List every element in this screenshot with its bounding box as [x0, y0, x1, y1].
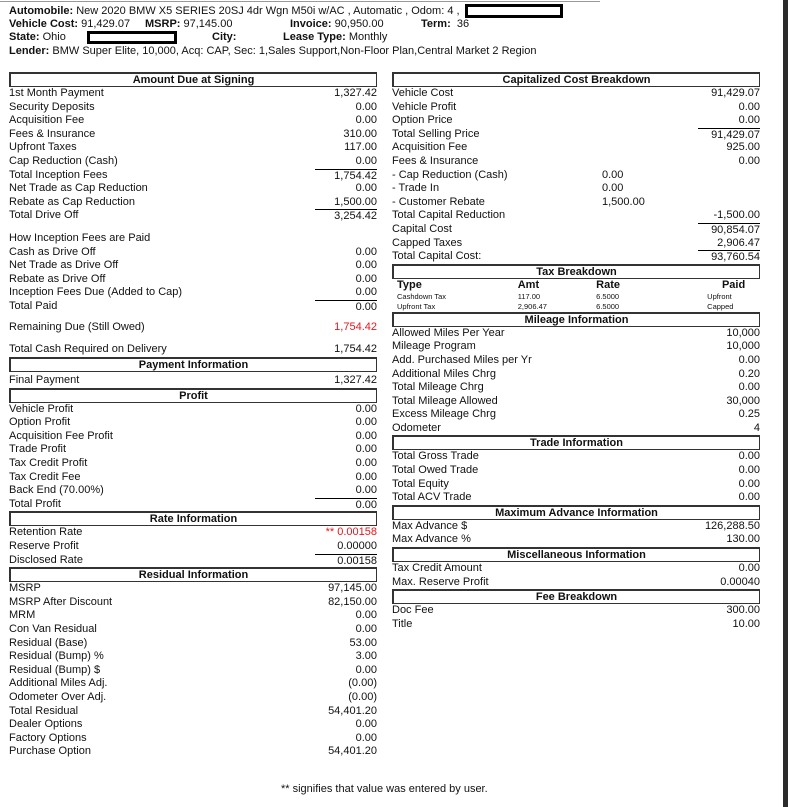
row-label: Acquisition Fee	[392, 141, 468, 154]
profit-header: Profit	[9, 388, 377, 403]
data-row	[392, 250, 760, 264]
row-value: 1,327.42	[334, 87, 377, 99]
data-row	[392, 562, 760, 576]
row-label: Total Equity	[392, 477, 449, 490]
row-label: Disclosed Rate	[9, 553, 83, 566]
row-value: 0.00	[355, 272, 377, 285]
row-value: 1,327.42	[334, 373, 377, 386]
tax-col-paid: Paid	[721, 278, 746, 291]
data-row	[392, 141, 760, 155]
invoice-label: Invoice:	[290, 17, 332, 30]
term-value: 36	[456, 17, 470, 30]
data-row	[392, 618, 760, 632]
data-row	[392, 422, 760, 436]
data-row	[392, 169, 760, 183]
row-value: 0.00	[355, 114, 377, 127]
row-value: 0.00	[355, 443, 377, 456]
vehicle-cost-value: 91,429.07	[81, 17, 131, 30]
row-label: Total Selling Price	[392, 127, 480, 140]
row-label: Odometer Over Adj.	[9, 690, 107, 703]
row-label: 1st Month Payment	[9, 87, 104, 99]
lender-label: Lender:	[9, 44, 50, 57]
row-value: 0.00	[738, 477, 760, 490]
data-row	[392, 368, 760, 382]
row-value: 0.00	[355, 154, 377, 167]
row-value: 0.00158	[315, 554, 377, 567]
data-row	[392, 223, 760, 237]
row-label: Title	[392, 617, 413, 630]
row-label: Factory Options	[9, 731, 87, 744]
inception-paid-title-row	[9, 232, 377, 246]
data-row	[9, 246, 377, 260]
data-row	[9, 416, 377, 430]
data-row	[9, 484, 377, 498]
row-value: 0.00	[315, 498, 377, 511]
data-row	[9, 403, 377, 417]
row-value: 0.00	[738, 450, 760, 463]
row-value: 91,429.07	[711, 87, 760, 99]
row-value: 0.20	[738, 367, 760, 380]
msrp-label: MSRP:	[145, 17, 181, 30]
vehicle-cost-label: Vehicle Cost:	[9, 17, 79, 30]
row-label: Total ACV Trade	[392, 491, 472, 504]
row-label: Rebate as Drive Off	[9, 272, 106, 285]
row-value: 90,854.07	[698, 223, 760, 236]
row-label: MSRP After Discount	[9, 595, 113, 608]
row-label: Max Advance $	[392, 519, 468, 532]
row-label: Residual (Base)	[9, 636, 88, 649]
row-label: Total Capital Cost:	[392, 250, 482, 263]
max-advance-section	[392, 520, 760, 547]
row-value: 0.00	[315, 300, 377, 313]
row-label: Upfront Taxes	[9, 141, 77, 154]
invoice-value: 90,950.00	[334, 17, 384, 30]
row-label: Retention Rate	[9, 526, 83, 539]
tax-row	[392, 302, 760, 312]
data-row	[9, 141, 377, 155]
row-value: 0.00	[738, 491, 760, 504]
row-value: 82,150.00	[328, 595, 377, 608]
data-row	[9, 596, 377, 610]
row-value: 0.00	[355, 100, 377, 113]
tax-cell: Upfront	[707, 291, 732, 301]
row-value: 126,288.50	[704, 519, 760, 532]
automobile-value: New 2020 BMW X5 SERIES 20SJ 4dr Wgn M50i w/AC , Automatic , Odom: 4 ,	[76, 4, 460, 17]
row-value: 10,000	[726, 326, 760, 339]
data-row	[9, 691, 377, 705]
remaining-due-value: 1,754.42	[334, 320, 377, 333]
data-row	[392, 533, 760, 547]
row-label: Acquisition Fee Profit	[9, 429, 113, 442]
misc-header: Miscellaneous Information	[392, 547, 760, 562]
row-label: Vehicle Profit	[9, 402, 74, 415]
row-label: Total Drive Off	[9, 209, 79, 222]
data-row	[392, 114, 760, 128]
row-label: Additional Miles Adj.	[9, 677, 108, 690]
row-value: 53.00	[349, 636, 377, 649]
data-row	[392, 381, 760, 395]
cost-line	[9, 18, 699, 32]
data-row	[392, 155, 760, 169]
tax-col-rate: Rate	[596, 278, 620, 291]
data-row	[9, 732, 377, 746]
row-label: Total Owed Trade	[392, 464, 479, 477]
lender-value: BMW Super Elite, 10,000, Acq: CAP, Sec: 1,Sales Support,Non-Floor Plan,Central Market 2 Region	[52, 44, 537, 57]
row-label: Trade Profit	[9, 443, 67, 456]
data-row	[9, 582, 377, 596]
data-row	[392, 182, 760, 196]
row-label: Option Profit	[9, 416, 71, 429]
total-cash-row	[9, 343, 377, 357]
data-row	[392, 196, 760, 210]
row-value: 97,145.00	[328, 582, 377, 595]
row-value: 2,906.47	[717, 236, 760, 249]
row-label: Net Trade as Drive Off	[9, 259, 119, 272]
row-label: - Trade In	[392, 182, 440, 195]
row-label: Dealer Options	[9, 718, 83, 731]
data-row	[9, 169, 377, 183]
inception-paid-section	[9, 246, 377, 314]
footer-note: ** signifies that value was entered by user.	[281, 783, 488, 795]
row-label: Purchase Option	[9, 745, 91, 758]
data-row	[9, 623, 377, 637]
rate-info-header: Rate Information	[9, 511, 377, 526]
row-value: 54,401.20	[328, 745, 377, 758]
data-row	[9, 705, 377, 719]
row-value: 10.00	[732, 617, 760, 630]
row-label: - Cap Reduction (Cash)	[392, 168, 508, 181]
total-cash-value: 1,754.42	[334, 343, 377, 356]
max-advance-header: Maximum Advance Information	[392, 505, 760, 520]
tax-cell: Capped	[707, 301, 734, 311]
total-cash-label: Total Cash Required on Delivery	[9, 343, 167, 356]
left-column	[9, 72, 377, 759]
row-value: 300.00	[726, 604, 760, 617]
row-value: 93,760.54	[698, 250, 760, 263]
automobile-line	[9, 4, 699, 18]
row-label: Odometer	[392, 421, 441, 434]
row-label: Total Paid	[9, 299, 58, 312]
row-label: Allowed Miles Per Year	[392, 326, 505, 339]
tax-row	[392, 292, 760, 302]
row-label: Max Advance %	[392, 533, 471, 546]
data-row	[9, 457, 377, 471]
row-label: Back End (70.00%)	[9, 484, 104, 497]
tax-section	[392, 292, 760, 312]
row-label: Rebate as Cap Reduction	[9, 195, 135, 208]
remaining-due-label: Remaining Due (Still Owed)	[9, 320, 145, 333]
row-value: 0.00	[355, 457, 377, 470]
row-label: Security Deposits	[9, 100, 95, 113]
mileage-header: Mileage Information	[392, 312, 760, 327]
row-label: Fees & Insurance	[9, 127, 96, 140]
rate-info-section	[9, 526, 377, 567]
row-label: Cap Reduction (Cash)	[9, 154, 118, 167]
data-row	[392, 128, 760, 142]
data-row	[9, 554, 377, 568]
row-value: 0.00	[355, 718, 377, 731]
trade-header: Trade Information	[392, 435, 760, 450]
row-label: Residual (Bump) $	[9, 663, 101, 676]
row-label: Capped Taxes	[392, 236, 463, 249]
data-row	[392, 450, 760, 464]
data-row	[9, 745, 377, 759]
row-value: ** 0.00158	[325, 526, 377, 539]
row-label: Residual (Bump) %	[9, 650, 104, 663]
msrp-value: 97,145.00	[183, 17, 233, 30]
row-value: 0.00	[738, 464, 760, 477]
row-value: 0.00	[355, 731, 377, 744]
tax-col-amt: Amt	[517, 278, 540, 291]
row-label: Option Price	[392, 114, 453, 127]
row-value: 30,000	[726, 394, 760, 407]
row-value: 0.00	[355, 416, 377, 429]
row-label: Vehicle Cost	[392, 87, 454, 99]
data-row	[392, 354, 760, 368]
data-row	[9, 259, 377, 273]
row-value: 310.00	[343, 127, 377, 140]
row-value: 0.00	[355, 259, 377, 272]
data-row	[9, 114, 377, 128]
row-value: 10,000	[726, 340, 760, 353]
row-label: Cash as Drive Off	[9, 245, 96, 258]
row-value: 130.00	[726, 533, 760, 546]
data-row	[9, 471, 377, 485]
data-row	[9, 677, 377, 691]
scrollbar[interactable]	[783, 0, 788, 807]
data-row	[392, 604, 760, 618]
row-label: Doc Fee	[392, 604, 434, 617]
lender-line	[9, 45, 699, 59]
row-label: Mileage Program	[392, 340, 476, 353]
row-value: 0.00	[355, 182, 377, 195]
row-value: 91,429.07	[698, 128, 760, 141]
row-label: Tax Credit Profit	[9, 457, 88, 470]
data-row	[9, 664, 377, 678]
tax-cell: 117.00	[517, 291, 541, 301]
cap-cost-header: Capitalized Cost Breakdown	[392, 72, 760, 87]
row-label: Total Mileage Allowed	[392, 394, 498, 407]
data-row	[9, 372, 377, 388]
row-value: 0.00	[738, 100, 760, 113]
data-row	[392, 491, 760, 505]
row-value: (0.00)	[348, 677, 377, 690]
right-column	[392, 72, 760, 631]
data-row	[9, 650, 377, 664]
state-value: Ohio	[42, 31, 66, 43]
row-value: 0.00	[738, 114, 760, 127]
row-value: 0.00	[355, 470, 377, 483]
row-value: 3.00	[355, 650, 377, 663]
data-row	[9, 637, 377, 651]
row-label: MRM	[9, 609, 36, 622]
redacted-box	[465, 4, 563, 18]
row-label: Max. Reserve Profit	[392, 575, 489, 588]
row-label: Total Mileage Chrg	[392, 381, 484, 394]
row-value: 0.00	[355, 286, 377, 299]
row-value: 0.00	[738, 154, 760, 167]
tax-cell: 2,906.47	[517, 301, 547, 311]
row-label: Add. Purchased Miles per Yr	[392, 353, 532, 366]
data-row	[392, 576, 760, 590]
misc-section	[392, 562, 760, 589]
row-label: - Customer Rebate	[392, 195, 485, 208]
state-line	[9, 31, 699, 45]
row-label: Acquisition Fee	[9, 114, 85, 127]
row-value: 4	[753, 421, 760, 434]
row-label: Total Capital Reduction	[392, 209, 506, 222]
data-row	[392, 101, 760, 115]
row-value: (0.00)	[348, 690, 377, 703]
data-row	[9, 443, 377, 457]
row-label: Con Van Residual	[9, 623, 97, 635]
row-value: 0.00	[355, 609, 377, 622]
fee-section	[392, 604, 760, 631]
data-row	[392, 340, 760, 354]
data-row	[9, 609, 377, 623]
tax-header: Tax Breakdown	[392, 264, 760, 279]
data-row	[392, 237, 760, 251]
data-row	[392, 87, 760, 101]
fee-header: Fee Breakdown	[392, 589, 760, 604]
row-label: Inception Fees Due (Added to Cap)	[9, 286, 183, 299]
tax-column-headers	[392, 279, 760, 292]
row-value: -1,500.00	[713, 209, 760, 222]
row-value: 54,401.20	[328, 704, 377, 717]
data-row	[9, 430, 377, 444]
row-sub-value: 1,500.00	[602, 195, 645, 208]
row-sub-value: 0.00	[602, 168, 624, 181]
row-label: Reserve Profit	[9, 540, 79, 553]
data-row	[9, 526, 377, 540]
data-row	[9, 209, 377, 223]
term-label: Term:	[421, 17, 451, 30]
trade-section	[392, 450, 760, 504]
payment-info-header: Payment Information	[9, 357, 377, 372]
residual-info-section	[9, 582, 377, 759]
row-label: Vehicle Profit	[392, 100, 457, 113]
residual-info-header: Residual Information	[9, 567, 377, 582]
data-row	[392, 464, 760, 478]
row-value: 0.00	[738, 381, 760, 394]
row-label: Tax Credit Amount	[392, 562, 482, 575]
tax-cell: Upfront Tax	[397, 301, 436, 311]
row-value: 0.00000	[337, 540, 377, 553]
row-value: 0.00	[355, 245, 377, 258]
row-label: Total Gross Trade	[392, 450, 479, 463]
cap-cost-section	[392, 87, 760, 264]
profit-section	[9, 403, 377, 512]
data-row	[9, 273, 377, 287]
row-value: 1,500.00	[334, 195, 377, 208]
row-value: 0.00	[355, 623, 377, 635]
row-label: Total Profit	[9, 497, 61, 510]
row-label: Net Trade as Cap Reduction	[9, 182, 148, 195]
top-rule	[0, 1, 600, 2]
data-row	[392, 408, 760, 422]
row-value: 0.00	[355, 484, 377, 497]
row-label: Tax Credit Fee	[9, 470, 81, 483]
amount-due-header: Amount Due at Signing	[9, 72, 377, 87]
row-label: Final Payment	[9, 373, 80, 386]
row-label: Fees & Insurance	[392, 154, 479, 167]
row-label: Excess Mileage Chrg	[392, 408, 496, 421]
mileage-section	[392, 327, 760, 436]
data-row	[392, 327, 760, 341]
row-label: Total Inception Fees	[9, 168, 108, 181]
data-row	[392, 209, 760, 223]
data-row	[9, 87, 377, 101]
redacted-box	[87, 31, 177, 44]
row-value: 1,754.42	[315, 169, 377, 182]
data-row	[9, 155, 377, 169]
data-row	[392, 395, 760, 409]
data-row	[9, 196, 377, 210]
data-row	[9, 182, 377, 196]
row-value: 3,254.42	[315, 209, 377, 222]
data-row	[9, 286, 377, 300]
remaining-due-row	[9, 321, 377, 335]
tax-col-type: Type	[397, 278, 422, 291]
tax-cell: 6.5000	[596, 291, 620, 301]
row-value: 0.00	[355, 429, 377, 442]
lease-type-value: Monthly	[348, 31, 388, 43]
row-label: MSRP	[9, 582, 41, 595]
payment-info-section	[9, 372, 377, 388]
row-label: Total Residual	[9, 704, 79, 717]
row-label: Capital Cost	[392, 222, 452, 235]
tax-cell: 6.5000	[596, 301, 620, 311]
row-value: 0.00	[738, 562, 760, 575]
data-row	[9, 101, 377, 115]
row-sub-value: 0.00	[602, 182, 624, 195]
row-value: 0.00	[355, 663, 377, 676]
city-label: City:	[212, 31, 237, 43]
state-label: State:	[9, 31, 40, 43]
inception-paid-title: How Inception Fees are Paid	[9, 231, 151, 244]
row-value: 0.00040	[720, 575, 760, 588]
row-value: 0.25	[738, 408, 760, 421]
lease-type-label: Lease Type:	[283, 31, 346, 43]
data-row	[392, 478, 760, 492]
deal-header	[9, 4, 699, 58]
data-row	[9, 540, 377, 554]
amount-due-section	[9, 87, 377, 223]
data-row	[392, 520, 760, 534]
tax-cell: Cashdown Tax	[397, 291, 447, 301]
row-value: 925.00	[726, 141, 760, 154]
data-row	[9, 498, 377, 512]
row-value: 117.00	[344, 141, 377, 154]
row-value: 0.00	[738, 353, 760, 366]
data-row	[9, 718, 377, 732]
data-row	[9, 128, 377, 142]
row-value: 0.00	[355, 402, 377, 415]
data-row	[9, 300, 377, 314]
automobile-label: Automobile:	[9, 4, 74, 17]
row-label: Additional Miles Chrg	[392, 367, 496, 380]
